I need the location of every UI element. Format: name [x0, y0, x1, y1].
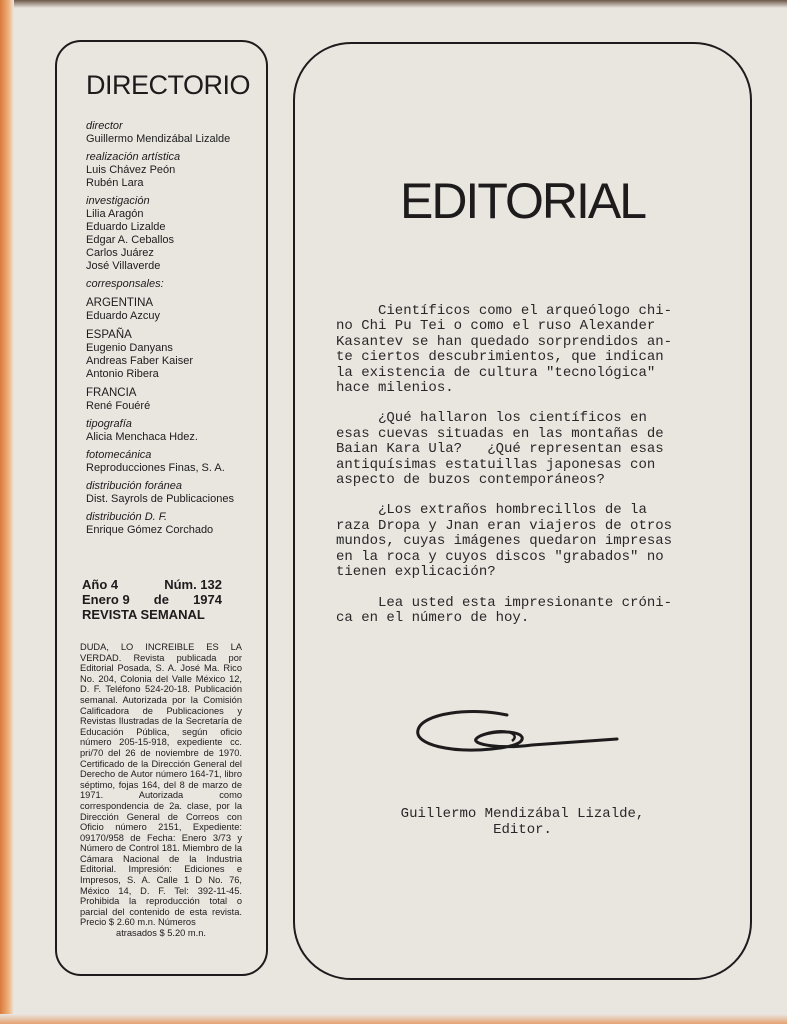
directory-group-photomechanics — [86, 449, 261, 475]
issue-date-year: 1974 — [193, 592, 222, 607]
staff-name: Eugenio Danyans — [86, 342, 173, 354]
issue-number: Núm. 132 — [164, 577, 222, 592]
directory-list — [86, 120, 261, 542]
country-label: ARGENTINA — [86, 297, 154, 309]
staff-name: Eduardo Azcuy — [86, 310, 160, 322]
role-label: investigación — [86, 195, 150, 207]
staff-name: Antonio Ribera — [86, 368, 159, 380]
staff-name: Andreas Faber Kaiser — [86, 355, 193, 367]
editorial-paragraph: Lea usted esta impresionante cróni- ca en el número de hoy. — [336, 594, 673, 626]
role-label: tipografía — [86, 418, 132, 430]
staff-name: Eduardo Lizalde — [86, 221, 166, 233]
issue-date-day: Enero 9 — [82, 592, 130, 607]
legal-text: DUDA, LO INCREIBLE ES LA VERDAD. Revista publicada por Editorial Posada, S. A. José Ma. Rico No. 204, Colonia del Valle México 12, D. F. Teléfono 524-20-18. Publicación semanal. Autorizada por la Comisión Calificadora de Publicaciones y Revistas Ilustradas de la Secretaría de Educación Pública, según oficio número 205-15-918, expediente cc. pri/70 del 26 de noviembre de 1970. Certificado de la Dirección General del Derecho de Autor número 164-71, libro séptimo, fojas 164, del 8 de marzo de 1971. Autorizada como correspondencia de 2a. clase, por la Dirección General de Correos con Oficio número 2151, Expediente: 09170/958 de Fecha: Enero 3/73 y Número de Control 181. Miembro de la Cámara Nacional de la Industria Editorial. Impresión: Ediciones e Impresos, S. A. Calle 1 D No. 76, México 14, D. F. Tel: 392-11-45. Prohibida la reproducción total o parcial del contenido de esta revista. Precio $ 2.60 m.n. Números — [80, 642, 242, 928]
role-label: distribución foránea — [86, 480, 183, 492]
editorial-paragraph: ¿Qué hallaron los científicos en esas cuevas situadas en las montañas de Baian Kara Ula? ¿Qué representan esas antiquísimas estatuillas japonesas con aspecto de buzos contemporáneos? — [336, 410, 664, 489]
role-label: corresponsales: — [86, 278, 164, 290]
staff-name: Reproducciones Finas, S. A. — [86, 462, 225, 474]
issue-frequency: REVISTA SEMANAL — [82, 607, 205, 622]
directory-title: DIRECTORIO — [86, 70, 251, 100]
staff-name: Rubén Lara — [86, 177, 144, 189]
role-label: fotomecánica — [86, 449, 152, 461]
signer-block — [293, 806, 752, 838]
country-label: ESPAÑA — [86, 329, 132, 341]
editorial-paragraph: ¿Los extraños hombrecillos de la raza Dropa y Jnan eran viajeros de otros mundos, cuyas imágenes quedaron impresas en la roca y cuyos discos "grabados" no tienen explicación? — [336, 502, 673, 581]
staff-name: Edgar A. Ceballos — [86, 234, 175, 246]
directory-group-art — [86, 151, 261, 190]
directory-group-spain — [86, 328, 261, 381]
directory-group-research — [86, 195, 261, 273]
handwritten-signature — [412, 705, 622, 765]
directory-group-argentina — [86, 296, 261, 323]
directory-group-correspondents — [86, 278, 261, 291]
page-left-edge — [0, 0, 14, 1024]
role-label: distribución D. F. — [86, 511, 168, 523]
signer-name: Guillermo Mendizábal Lizalde, — [400, 806, 645, 822]
country-label: FRANCIA — [86, 387, 137, 399]
page-top-edge — [0, 0, 787, 8]
legal-last-line: atrasados $ 5.20 m.n. — [116, 928, 206, 939]
staff-name: Lilia Aragón — [86, 208, 144, 220]
directory-group-typography — [86, 418, 261, 444]
editorial-body — [336, 304, 726, 641]
staff-name: Guillermo Mendizábal Lizalde — [86, 133, 231, 145]
issue-info — [82, 577, 262, 622]
page-bottom-edge — [0, 1014, 787, 1024]
staff-name: Dist. Sayrols de Publicaciones — [86, 493, 234, 505]
staff-name: José Villaverde — [86, 260, 161, 272]
legal-notice — [80, 642, 242, 939]
staff-name: Carlos Juárez — [86, 247, 154, 259]
role-label: realización artística — [86, 151, 181, 163]
issue-date — [82, 592, 222, 607]
issue-year-number — [82, 577, 222, 592]
signer-role: Editor. — [493, 822, 552, 838]
directory-group-foreign-distribution — [86, 480, 261, 506]
editorial-paragraph: Científicos como el arqueólogo chi- no Chi Pu Tei o como el ruso Alexander Kasantev se han quedado sorprendidos an- te ciertos descubrimientos, que indican la existencia de cultura "tecnológica" hace milenios. — [336, 303, 673, 397]
staff-name: Enrique Gómez Corchado — [86, 524, 214, 536]
issue-date-de: de — [153, 592, 169, 607]
staff-name: Alicia Menchaca Hdez. — [86, 431, 198, 443]
editorial-title: EDITORIAL — [399, 173, 646, 229]
directory-group-df-distribution — [86, 511, 261, 537]
role-label: director — [86, 120, 123, 132]
staff-name: René Fouéré — [86, 400, 151, 412]
directory-group-france — [86, 386, 261, 413]
staff-name: Luis Chávez Peón — [86, 164, 176, 176]
issue-year: Año 4 — [82, 577, 119, 592]
directory-group-director — [86, 120, 261, 146]
